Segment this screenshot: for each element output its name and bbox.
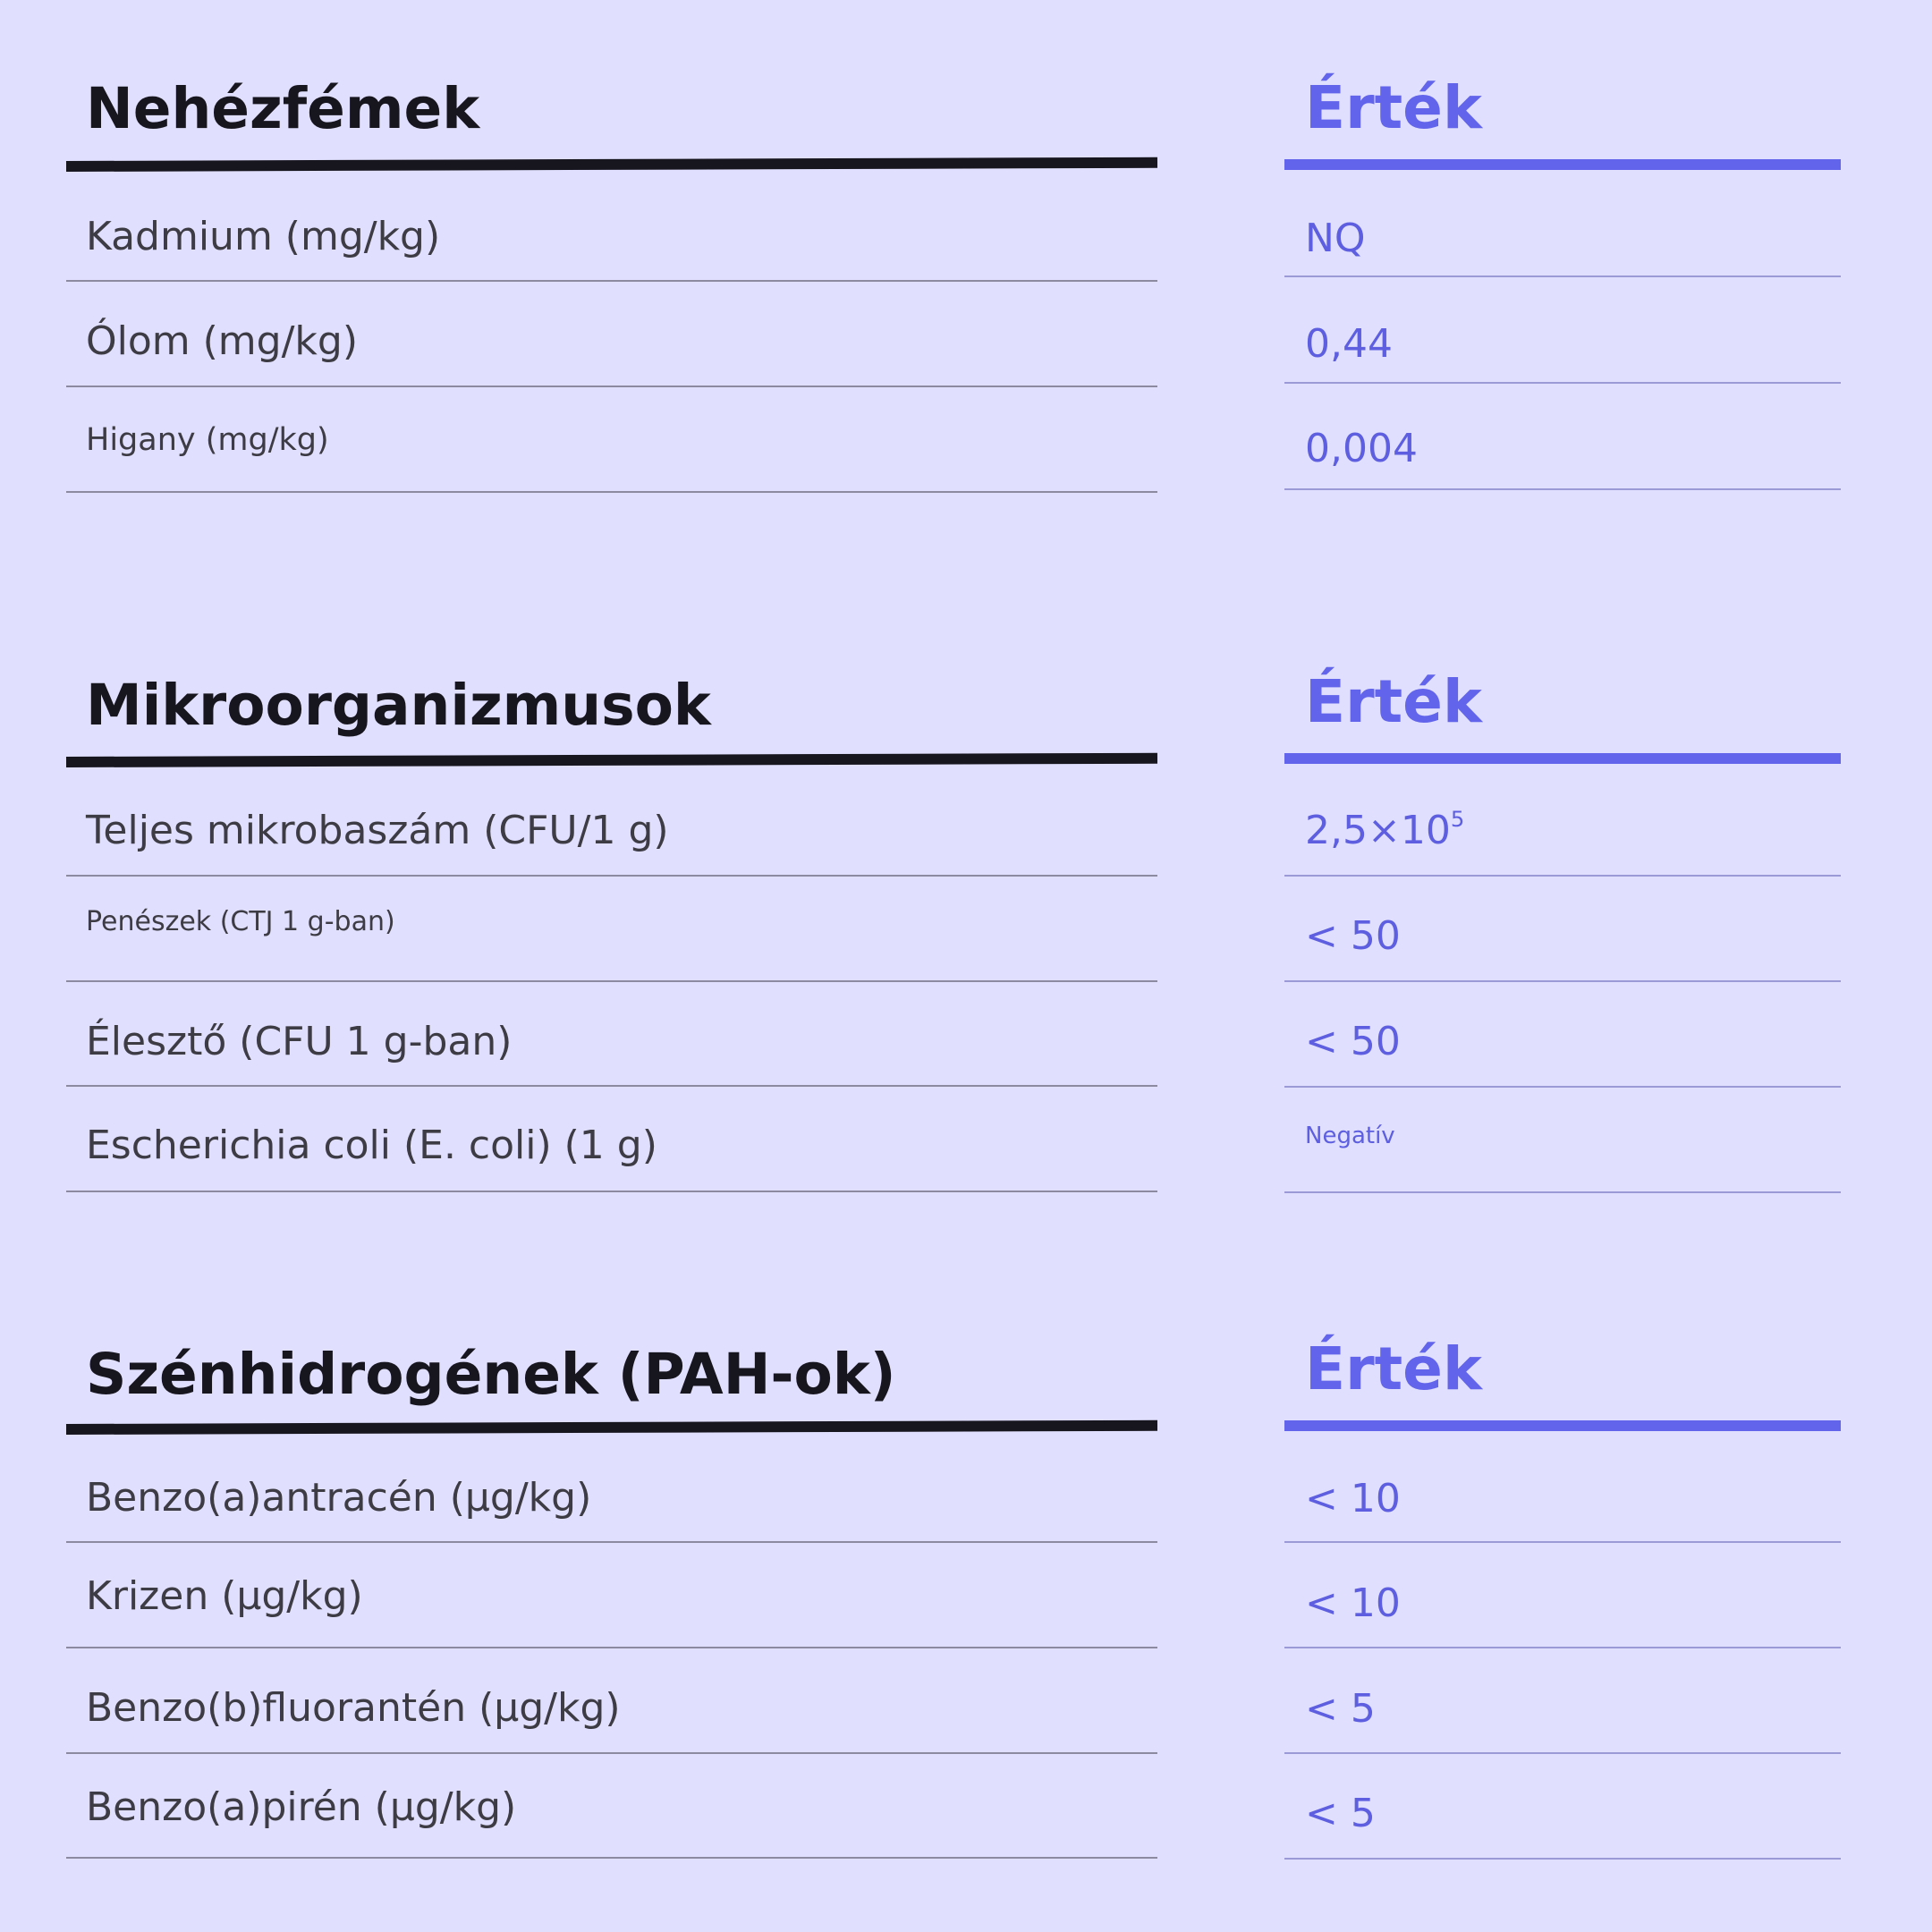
section-divider-heavy-metals (66, 157, 1157, 172)
row-label-molds: Penészek (CTJ 1 g-ban) (86, 906, 395, 937)
row-divider (66, 1857, 1157, 1859)
row-divider (1284, 980, 1841, 982)
row-label-total-microbe-count: Teljes mikrobaszám (CFU/1 g) (86, 808, 669, 853)
row-value-e-coli: Negatív (1305, 1123, 1395, 1149)
row-divider (66, 1085, 1157, 1087)
row-divider (66, 386, 1157, 387)
row-label-benzo-a-anthracene: Benzo(a)antracén (µg/kg) (86, 1475, 592, 1521)
row-label-yeast: Élesztő (CFU 1 g-ban) (86, 1019, 513, 1064)
row-divider (1284, 382, 1841, 384)
row-value-cadmium: NQ (1305, 216, 1366, 261)
row-value-lead: 0,44 (1305, 321, 1393, 367)
row-label-chrysene: Krizen (µg/kg) (86, 1573, 363, 1619)
value-divider-pah (1284, 1420, 1841, 1431)
value-exponent: 5 (1450, 806, 1465, 832)
row-divider (1284, 1858, 1841, 1860)
row-divider (1284, 1086, 1841, 1088)
row-value-mercury: 0,004 (1305, 426, 1418, 471)
value-header-pah: Érték (1305, 1335, 1482, 1403)
row-value-benzo-a-anthracene: < 10 (1305, 1476, 1401, 1521)
row-divider (1284, 1647, 1841, 1648)
row-divider (66, 1541, 1157, 1543)
row-divider (1284, 488, 1841, 490)
row-divider (1284, 1541, 1841, 1543)
value-divider-microorganisms (1284, 753, 1841, 764)
row-value-chrysene: < 10 (1305, 1580, 1401, 1626)
row-value-benzo-a-pyrene: < 5 (1305, 1791, 1376, 1836)
value-header-microorganisms: Érték (1305, 667, 1482, 736)
row-divider (66, 491, 1157, 493)
row-divider (66, 1647, 1157, 1648)
row-divider (66, 980, 1157, 982)
row-divider (66, 280, 1157, 282)
row-label-lead: Ólom (mg/kg) (86, 318, 358, 364)
row-label-mercury: Higany (mg/kg) (86, 422, 329, 458)
row-value-yeast: < 50 (1305, 1019, 1401, 1064)
value-base: 2,5×10 (1305, 808, 1451, 853)
section-divider-pah (66, 1420, 1157, 1435)
row-divider (1284, 1752, 1841, 1754)
section-title-microorganisms: Mikroorganizmusok (86, 673, 711, 738)
row-divider (66, 1752, 1157, 1754)
row-divider (1284, 275, 1841, 277)
section-title-pah: Szénhidrogének (PAH-ok) (86, 1342, 896, 1407)
row-value-molds: < 50 (1305, 913, 1401, 959)
row-label-benzo-a-pyrene: Benzo(a)pirén (µg/kg) (86, 1784, 517, 1830)
row-value-total-microbe-count (1305, 806, 1465, 853)
section-title-heavy-metals: Nehézfémek (86, 76, 480, 141)
row-label-cadmium: Kadmium (mg/kg) (86, 214, 441, 259)
row-label-benzo-b-fluoranthene: Benzo(b)fluorantén (µg/kg) (86, 1685, 621, 1731)
row-divider (1284, 875, 1841, 877)
row-value-benzo-b-fluoranthene: < 5 (1305, 1686, 1376, 1732)
row-divider (1284, 1191, 1841, 1193)
section-divider-microorganisms (66, 753, 1157, 767)
row-label-e-coli: Escherichia coli (E. coli) (1 g) (86, 1123, 657, 1168)
row-divider (66, 875, 1157, 877)
value-divider-heavy-metals (1284, 159, 1841, 170)
value-header-heavy-metals: Érték (1305, 73, 1482, 142)
row-divider (66, 1191, 1157, 1192)
